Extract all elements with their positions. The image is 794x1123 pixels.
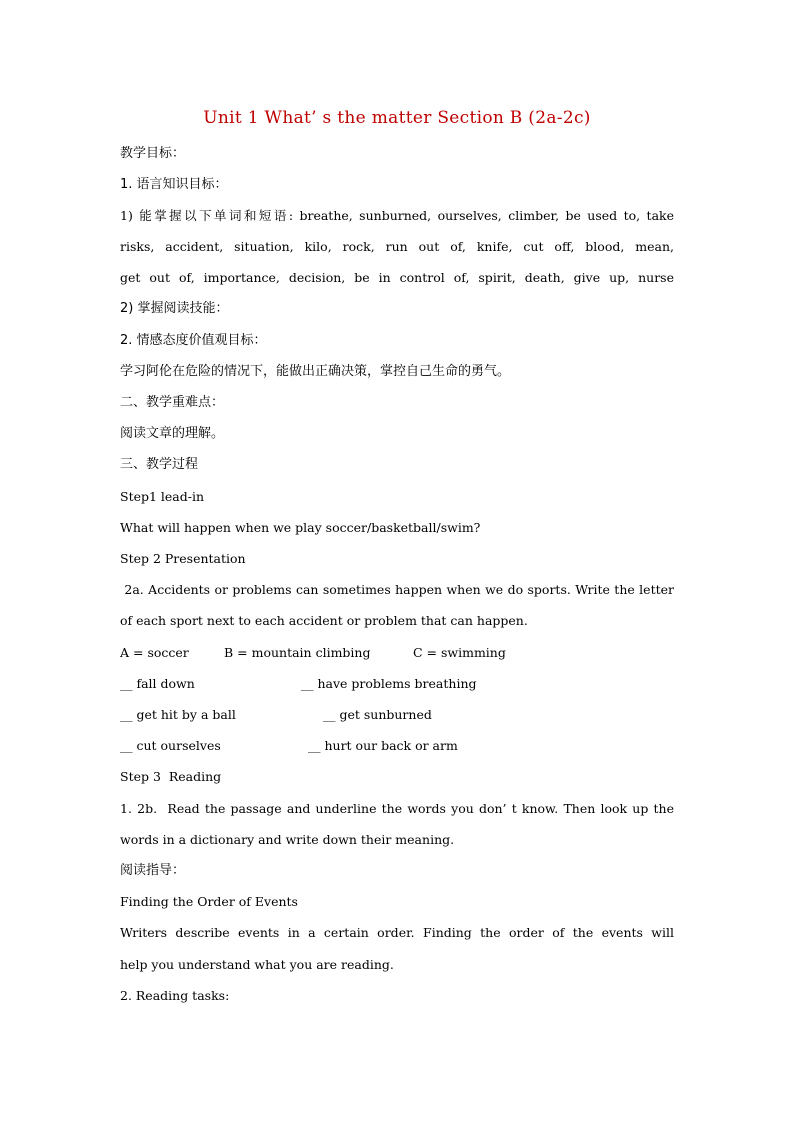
option-c: C = swimming <box>413 645 506 660</box>
key-points-heading: 二、教学重难点： <box>120 395 225 410</box>
vocab-line-2: risks, accident, situation, kilo, rock, run out of, knife, cut off, blood, mean, <box>120 239 674 254</box>
match-left: __ cut ourselves <box>120 738 221 753</box>
option-b: B = mountain climbing <box>224 645 371 660</box>
vocab-line-3: get out of, importance, decision, be in control of, spirit, death, give up, nurse <box>120 270 674 285</box>
reading-tasks-heading: 2. Reading tasks: <box>120 988 230 1003</box>
reading-guide-text-2: help you understand what you are reading. <box>120 957 394 972</box>
teaching-process-heading: 三、教学过程 <box>120 457 199 472</box>
option-a: A = soccer <box>120 645 189 660</box>
task-2b-line-1: 1. 2b. Read the passage and underline the words you don’ t know. Then look up the <box>120 801 674 816</box>
step1-heading: Step1 lead-in <box>120 489 205 504</box>
objectives-heading: 教学目标： <box>120 146 186 161</box>
match-right: __ have problems breathing <box>301 676 477 691</box>
vocab-line-1: 1) 能掌握以下单词和短语: breathe, sunburned, ourselves, climber, be used to, take <box>120 208 674 223</box>
reading-guide-title: Finding the Order of Events <box>120 894 298 909</box>
match-right: __ hurt our back or arm <box>308 738 458 753</box>
task-2b-line-2: words in a dictionary and write down their meaning. <box>120 832 455 847</box>
reading-guide-heading: 阅读指导： <box>120 863 186 878</box>
step1-question: What will happen when we play soccer/basketball/swim? <box>120 520 481 535</box>
match-right: __ get sunburned <box>323 707 432 722</box>
step3-heading: Step 3 Reading <box>120 769 222 784</box>
step2-heading: Step 2 Presentation <box>120 551 246 566</box>
task-2a-line-1: 2a. Accidents or problems can sometimes happen when we do sports. Write the letter <box>120 582 674 597</box>
emotion-objectives-heading: 2. 情感态度价值观目标： <box>120 333 267 348</box>
key-points-text: 阅读文章的理解。 <box>120 426 225 441</box>
document-title: Unit 1 What’ s the matter Section B (2a-2c) <box>203 108 591 128</box>
match-left: __ fall down <box>120 676 195 691</box>
knowledge-objectives-heading: 1. 语言知识目标： <box>120 177 228 192</box>
task-2a-line-2: of each sport next to each accident or problem that can happen. <box>120 613 528 628</box>
emotion-objective-text: 学习阿伦在危险的情况下，能做出正确决策，掌控自己生命的勇气。 <box>120 364 511 379</box>
reading-guide-text-1: Writers describe events in a certain order. Finding the order of the events will <box>120 925 674 940</box>
match-left: __ get hit by a ball <box>120 707 236 722</box>
reading-skill-objective: 2) 掌握阅读技能： <box>120 301 229 316</box>
